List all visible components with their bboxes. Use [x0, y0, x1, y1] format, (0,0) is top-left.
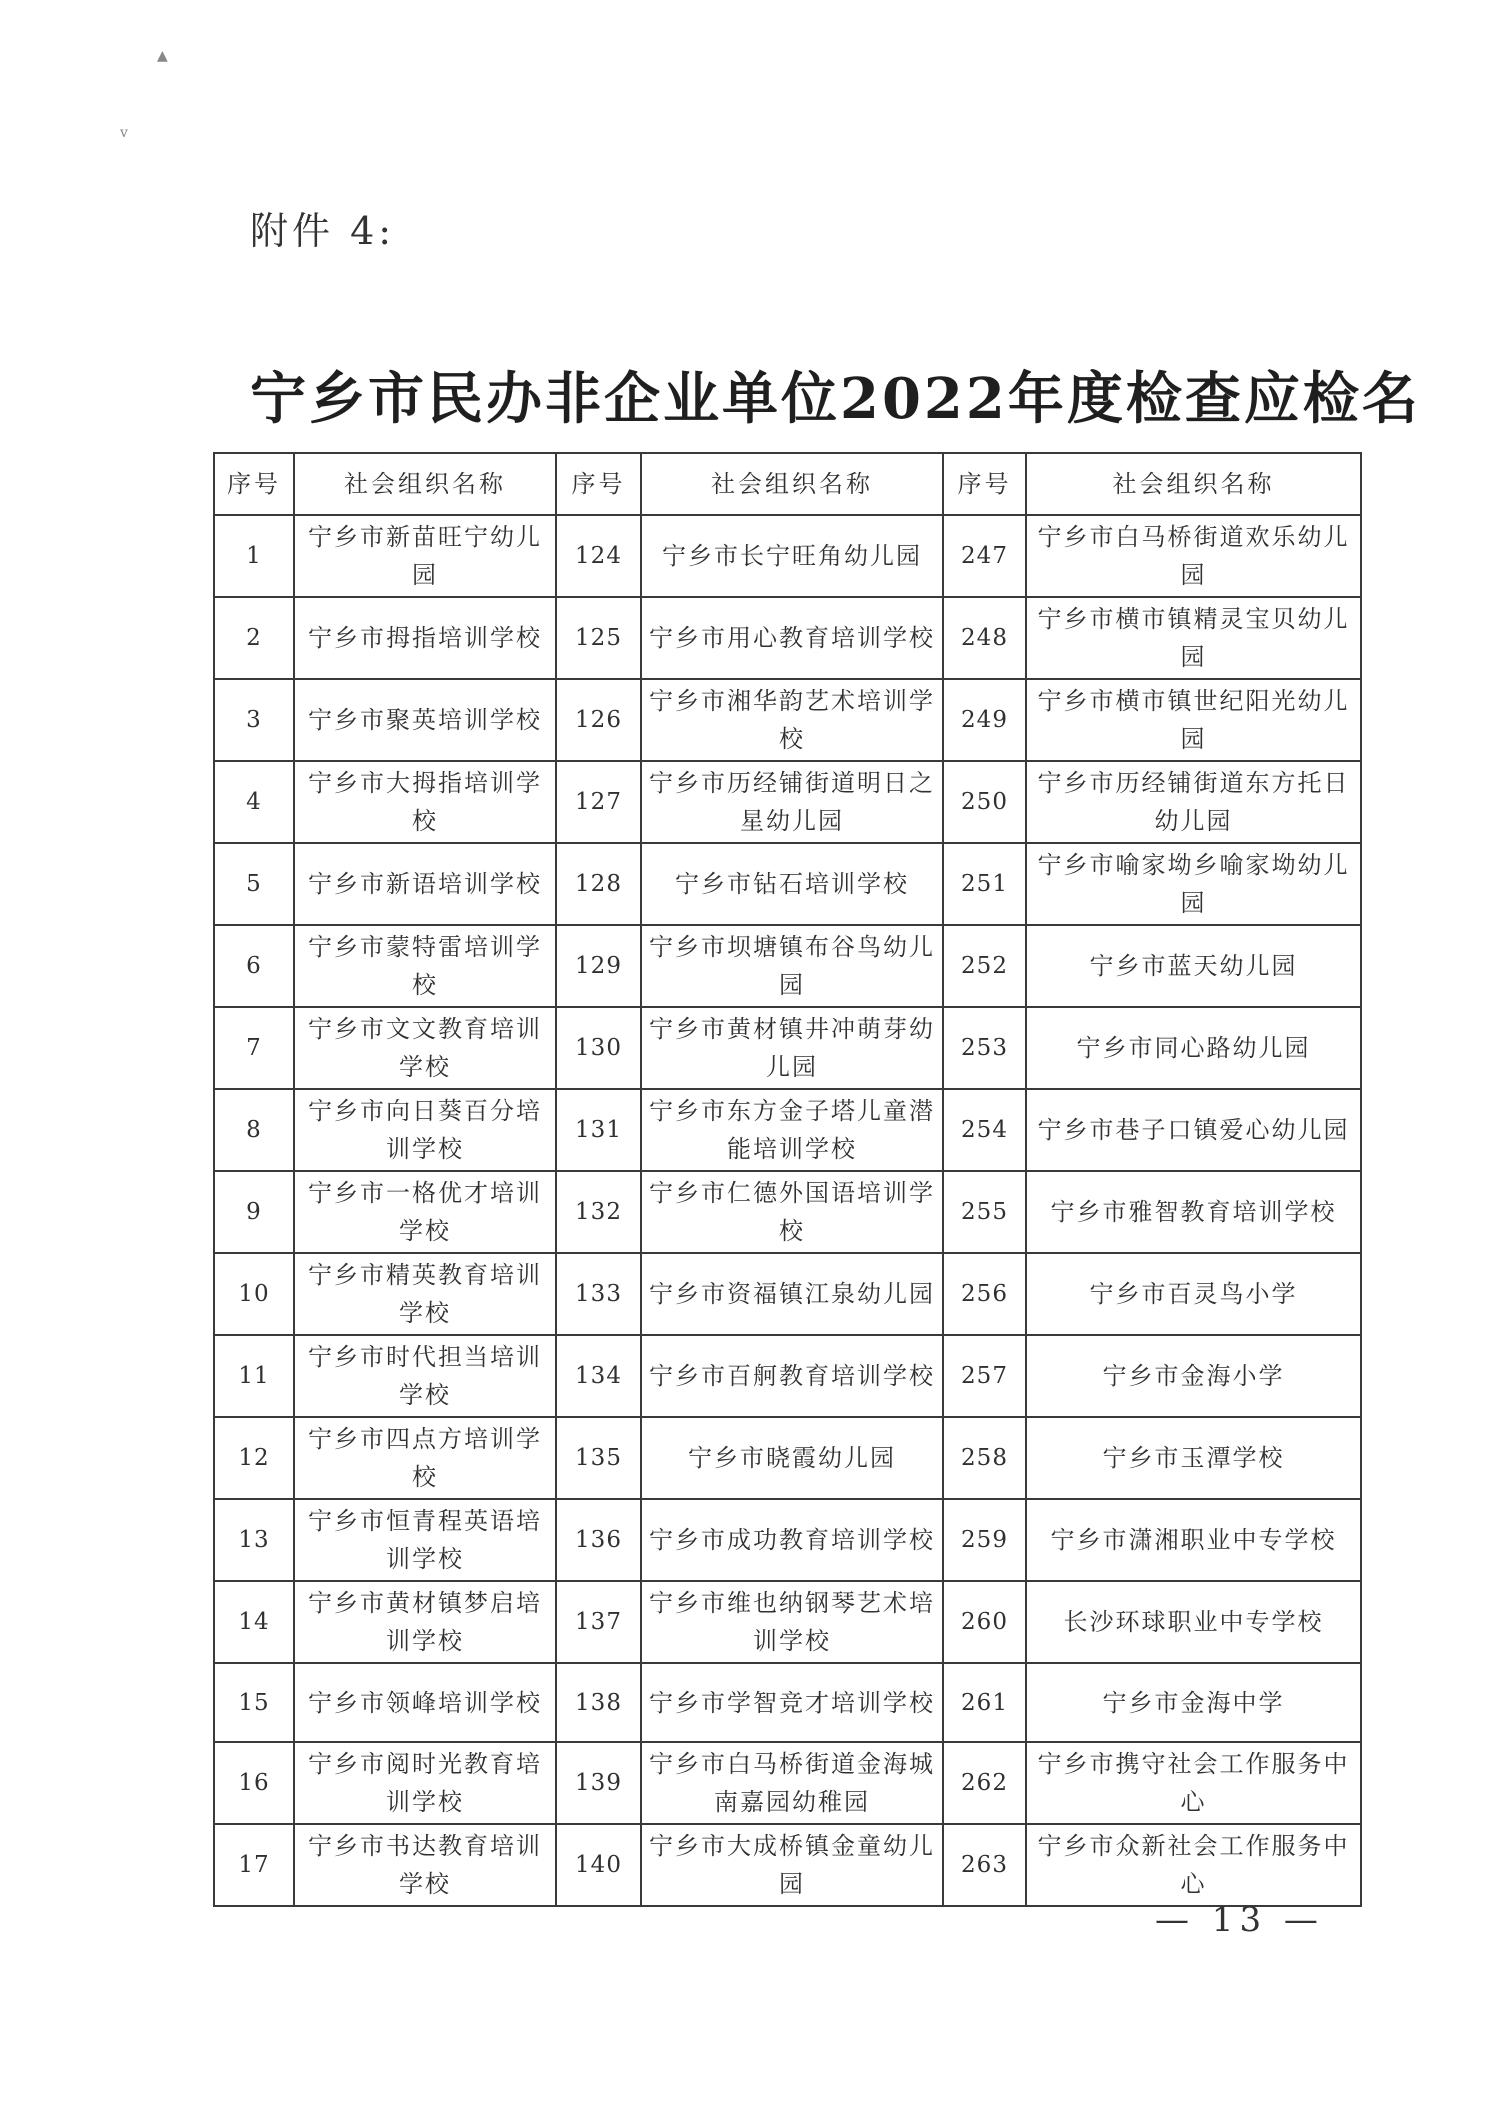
table-row — [214, 1089, 1361, 1171]
org-name-cell: 宁乡市用心教育培训学校 — [641, 597, 943, 679]
org-name-cell: 宁乡市大成桥镇金童幼儿园 — [641, 1824, 943, 1906]
scan-mark: ▲ — [157, 48, 168, 64]
serial-cell: 12 — [214, 1417, 294, 1499]
serial-cell: 8 — [214, 1089, 294, 1171]
org-name-cell: 宁乡市巷子口镇爱心幼儿园 — [1026, 1089, 1361, 1171]
org-name-cell: 宁乡市学智竞才培训学校 — [641, 1663, 943, 1742]
table-row — [214, 1335, 1361, 1417]
org-name-cell: 宁乡市金海小学 — [1026, 1335, 1361, 1417]
document-title: 宁乡市民办非企业单位2022年度检查应检名 — [250, 366, 1421, 432]
serial-cell: 17 — [214, 1824, 294, 1906]
header-serial: 序号 — [556, 453, 641, 515]
serial-cell: 2 — [214, 597, 294, 679]
org-name-cell: 宁乡市资福镇江泉幼儿园 — [641, 1253, 943, 1335]
org-name-cell: 宁乡市东方金子塔儿童潜能培训学校 — [641, 1089, 943, 1171]
org-name-cell: 宁乡市百舸教育培训学校 — [641, 1335, 943, 1417]
org-name-cell: 宁乡市横市镇世纪阳光幼儿园 — [1026, 679, 1361, 761]
org-name-cell: 宁乡市蓝天幼儿园 — [1026, 925, 1361, 1007]
table-header-row — [214, 453, 1361, 515]
table-row — [214, 1253, 1361, 1335]
org-name-cell: 宁乡市向日葵百分培训学校 — [294, 1089, 556, 1171]
serial-cell: 250 — [943, 761, 1026, 843]
table-row — [214, 1499, 1361, 1581]
serial-cell: 15 — [214, 1663, 294, 1742]
serial-cell: 262 — [943, 1742, 1026, 1824]
header-org-name: 社会组织名称 — [294, 453, 556, 515]
serial-cell: 254 — [943, 1089, 1026, 1171]
org-name-cell: 宁乡市坝塘镇布谷鸟幼儿园 — [641, 925, 943, 1007]
org-name-cell: 宁乡市百灵鸟小学 — [1026, 1253, 1361, 1335]
org-name-cell: 宁乡市四点方培训学校 — [294, 1417, 556, 1499]
org-name-cell: 宁乡市领峰培训学校 — [294, 1663, 556, 1742]
org-name-cell: 宁乡市湘华韵艺术培训学校 — [641, 679, 943, 761]
org-name-cell: 宁乡市新语培训学校 — [294, 843, 556, 925]
serial-cell: 131 — [556, 1089, 641, 1171]
serial-cell: 6 — [214, 925, 294, 1007]
org-name-cell: 宁乡市白马桥街道欢乐幼儿园 — [1026, 515, 1361, 597]
header-org-name: 社会组织名称 — [1026, 453, 1361, 515]
org-name-cell: 宁乡市同心路幼儿园 — [1026, 1007, 1361, 1089]
serial-cell: 261 — [943, 1663, 1026, 1742]
org-name-cell: 宁乡市晓霞幼儿园 — [641, 1417, 943, 1499]
serial-cell: 124 — [556, 515, 641, 597]
serial-cell: 263 — [943, 1824, 1026, 1906]
org-name-cell: 宁乡市时代担当培训学校 — [294, 1335, 556, 1417]
org-name-cell: 长沙环球职业中专学校 — [1026, 1581, 1361, 1663]
org-name-cell: 宁乡市恒青程英语培训学校 — [294, 1499, 556, 1581]
serial-cell: 137 — [556, 1581, 641, 1663]
serial-cell: 258 — [943, 1417, 1026, 1499]
org-name-cell: 宁乡市蒙特雷培训学校 — [294, 925, 556, 1007]
serial-cell: 260 — [943, 1581, 1026, 1663]
table-row — [214, 1663, 1361, 1742]
serial-cell: 138 — [556, 1663, 641, 1742]
table-row — [214, 1171, 1361, 1253]
annex-label: 附件 4: — [250, 209, 396, 253]
page-number: — 13 — — [1155, 1900, 1324, 1940]
org-name-cell: 宁乡市黄材镇井冲萌芽幼儿园 — [641, 1007, 943, 1089]
serial-cell: 10 — [214, 1253, 294, 1335]
roster-table-body — [214, 515, 1361, 1906]
serial-cell: 257 — [943, 1335, 1026, 1417]
org-name-cell: 宁乡市携守社会工作服务中心 — [1026, 1742, 1361, 1824]
org-name-cell: 宁乡市金海中学 — [1026, 1663, 1361, 1742]
serial-cell: 139 — [556, 1742, 641, 1824]
org-name-cell: 宁乡市潇湘职业中专学校 — [1026, 1499, 1361, 1581]
header-serial: 序号 — [214, 453, 294, 515]
serial-cell: 128 — [556, 843, 641, 925]
serial-cell: 135 — [556, 1417, 641, 1499]
serial-cell: 253 — [943, 1007, 1026, 1089]
serial-cell: 259 — [943, 1499, 1026, 1581]
org-name-cell: 宁乡市众新社会工作服务中心 — [1026, 1824, 1361, 1906]
serial-cell: 256 — [943, 1253, 1026, 1335]
table-row — [214, 1824, 1361, 1906]
serial-cell: 248 — [943, 597, 1026, 679]
org-name-cell: 宁乡市文文教育培训学校 — [294, 1007, 556, 1089]
serial-cell: 133 — [556, 1253, 641, 1335]
serial-cell: 132 — [556, 1171, 641, 1253]
serial-cell: 127 — [556, 761, 641, 843]
table-row — [214, 1417, 1361, 1499]
table-row — [214, 843, 1361, 925]
header-org-name: 社会组织名称 — [641, 453, 943, 515]
org-name-cell: 宁乡市大拇指培训学校 — [294, 761, 556, 843]
org-name-cell: 宁乡市新苗旺宁幼儿园 — [294, 515, 556, 597]
org-name-cell: 宁乡市仁德外国语培训学校 — [641, 1171, 943, 1253]
org-name-cell: 宁乡市雅智教育培训学校 — [1026, 1171, 1361, 1253]
org-name-cell: 宁乡市历经铺街道明日之星幼儿园 — [641, 761, 943, 843]
org-name-cell: 宁乡市精英教育培训学校 — [294, 1253, 556, 1335]
serial-cell: 251 — [943, 843, 1026, 925]
serial-cell: 134 — [556, 1335, 641, 1417]
scan-mark: v — [120, 125, 128, 141]
org-name-cell: 宁乡市历经铺街道东方托日幼儿园 — [1026, 761, 1361, 843]
org-name-cell: 宁乡市黄材镇梦启培训学校 — [294, 1581, 556, 1663]
serial-cell: 13 — [214, 1499, 294, 1581]
org-name-cell: 宁乡市成功教育培训学校 — [641, 1499, 943, 1581]
org-name-cell: 宁乡市聚英培训学校 — [294, 679, 556, 761]
serial-cell: 4 — [214, 761, 294, 843]
org-name-cell: 宁乡市拇指培训学校 — [294, 597, 556, 679]
serial-cell: 129 — [556, 925, 641, 1007]
roster-table — [213, 452, 1362, 1907]
serial-cell: 125 — [556, 597, 641, 679]
serial-cell: 9 — [214, 1171, 294, 1253]
serial-cell: 255 — [943, 1171, 1026, 1253]
org-name-cell: 宁乡市玉潭学校 — [1026, 1417, 1361, 1499]
table-row — [214, 1581, 1361, 1663]
table-row — [214, 679, 1361, 761]
org-name-cell: 宁乡市一格优才培训学校 — [294, 1171, 556, 1253]
serial-cell: 3 — [214, 679, 294, 761]
table-row — [214, 515, 1361, 597]
serial-cell: 249 — [943, 679, 1026, 761]
table-row — [214, 761, 1361, 843]
org-name-cell: 宁乡市横市镇精灵宝贝幼儿园 — [1026, 597, 1361, 679]
table-row — [214, 597, 1361, 679]
serial-cell: 126 — [556, 679, 641, 761]
serial-cell: 7 — [214, 1007, 294, 1089]
header-serial: 序号 — [943, 453, 1026, 515]
serial-cell: 5 — [214, 843, 294, 925]
table-row — [214, 1007, 1361, 1089]
org-name-cell: 宁乡市喻家坳乡喻家坳幼儿园 — [1026, 843, 1361, 925]
serial-cell: 11 — [214, 1335, 294, 1417]
roster-table-container — [213, 452, 1360, 1907]
serial-cell: 136 — [556, 1499, 641, 1581]
org-name-cell: 宁乡市书达教育培训学校 — [294, 1824, 556, 1906]
serial-cell: 140 — [556, 1824, 641, 1906]
serial-cell: 1 — [214, 515, 294, 597]
serial-cell: 16 — [214, 1742, 294, 1824]
org-name-cell: 宁乡市维也纳钢琴艺术培训学校 — [641, 1581, 943, 1663]
serial-cell: 252 — [943, 925, 1026, 1007]
serial-cell: 130 — [556, 1007, 641, 1089]
org-name-cell: 宁乡市长宁旺角幼儿园 — [641, 515, 943, 597]
org-name-cell: 宁乡市阅时光教育培训学校 — [294, 1742, 556, 1824]
serial-cell: 14 — [214, 1581, 294, 1663]
table-row — [214, 925, 1361, 1007]
table-row — [214, 1742, 1361, 1824]
serial-cell: 247 — [943, 515, 1026, 597]
org-name-cell: 宁乡市白马桥街道金海城南嘉园幼稚园 — [641, 1742, 943, 1824]
org-name-cell: 宁乡市钻石培训学校 — [641, 843, 943, 925]
